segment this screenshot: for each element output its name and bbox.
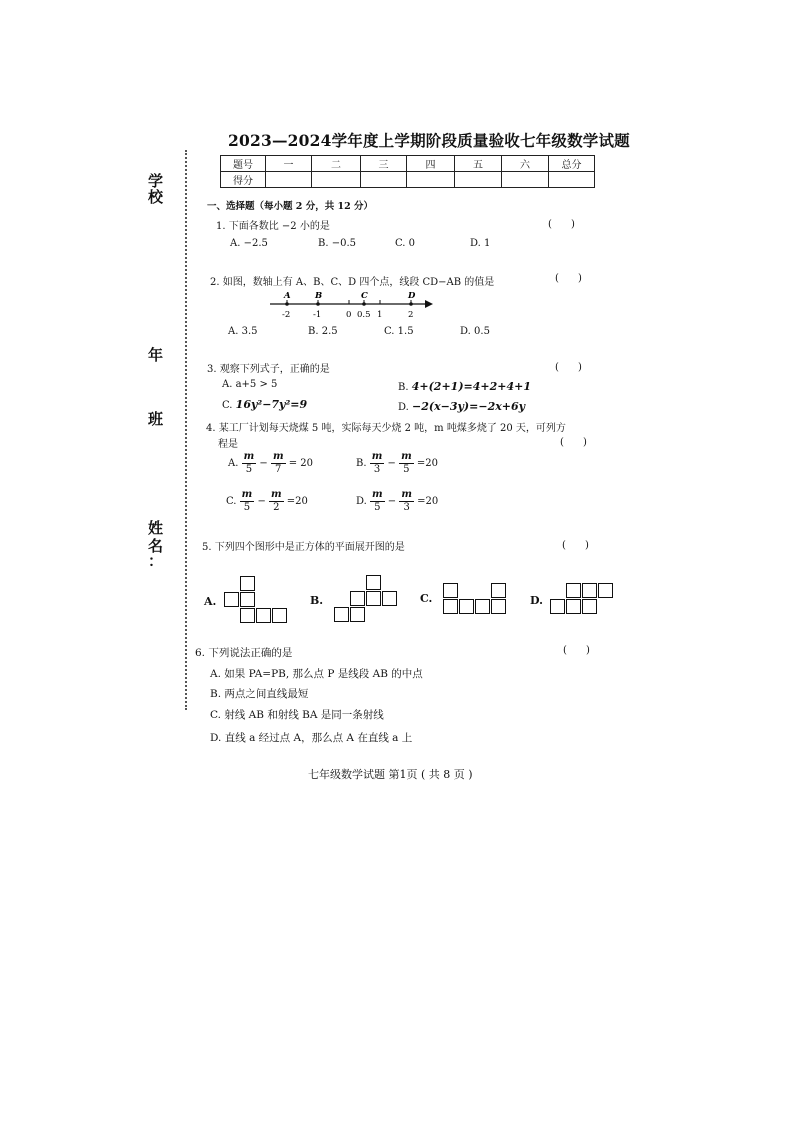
question-number: 4. [206,423,216,434]
option-c: C. 0 [395,238,416,249]
score-cell[interactable] [407,172,455,188]
option-a: A. [204,595,217,608]
option-d: D. $\frac{m}{5}$ − $\frac{m}{3}$ =20 [356,489,439,513]
point-label-a: A [284,291,291,301]
number-line-figure [265,287,435,321]
option-c: C. $\frac{m}{5}$ − $\frac{m}{2}$ =20 [226,489,308,513]
tick-label: 1 [377,310,383,320]
point-label-d: D [408,291,416,301]
option-b: B. [310,594,324,607]
score-header: 题号 [221,156,266,172]
question-6 [195,645,292,660]
point-b-dot [316,302,320,306]
score-header: 一 [266,156,312,172]
question-2 [210,273,494,288]
tick-label: 2 [408,310,414,320]
option-a: A. $\frac{m}{5}$ − $\frac{m}{7}$ = 20 [228,451,314,475]
option-b: B. 4+(2+1)=4+2+4+1 [398,380,532,393]
page-footer: 七年级数学试题 第1页 ( 共 8 页 ) [308,768,473,781]
score-cell[interactable] [312,172,361,188]
side-label-ming: 名 [148,537,164,555]
side-label-xiao: 校 [148,188,164,206]
question-number: 3. [207,364,217,375]
tick-label: 0 [346,310,352,320]
tick-label: -1 [313,310,322,320]
question-3 [207,360,330,375]
score-table-score-row [221,172,595,188]
option-a: A. a+5 > 5 [222,379,278,390]
question-text: 下面各数比 −2 小的是 [228,221,330,232]
option-a: A. −2.5 [230,238,268,249]
question-text: 某工厂计划每天烧煤 5 吨，实际每天少烧 2 吨，m 吨煤多烧了 20 天，可列方 [218,423,566,434]
point-label-b: B [315,291,323,301]
option-b: B. $\frac{m}{3}$ − $\frac{m}{5}$ =20 [356,451,438,475]
option-d: D. 0.5 [460,326,490,337]
page-title: 2023—2024学年度上学期阶段质量验收七年级数学试题 [228,131,630,150]
option-a: A. 如果 PA=PB, 那么点 P 是线段 AB 的中点 [210,668,423,680]
question-text: 下列说法正确的是 [208,647,293,659]
option-c: C. [420,592,433,605]
score-header: 三 [361,156,407,172]
option-c: C. 1.5 [384,326,414,337]
answer-paren[interactable]: ( ) [560,437,587,448]
side-label-ban: 班 [148,410,164,428]
score-header: 二 [312,156,361,172]
question-number: 1. [216,221,226,232]
point-d-dot [409,302,413,306]
score-table-header-row [221,156,595,172]
point-label-c: C [361,291,368,301]
answer-paren[interactable]: ( ) [562,540,589,551]
question-text: 观察下列式子，正确的是 [219,364,330,375]
tick-label: 0.5 [357,310,371,320]
score-cell[interactable] [502,172,549,188]
option-a: A. 3.5 [228,326,258,337]
option-d: D. 直线 a 经过点 A，那么点 A 在直线 a 上 [210,732,413,744]
question-number: 5. [202,542,212,553]
score-header: 四 [407,156,455,172]
question-5 [202,538,405,553]
score-row-label: 得分 [221,172,266,188]
score-header: 总分 [549,156,595,172]
tick-label: -2 [282,310,291,320]
section-heading: 一、选择题（每小题 2 分，共 12 分） [207,201,374,212]
answer-paren[interactable]: ( ) [548,219,575,230]
answer-paren[interactable]: ( ) [555,362,582,373]
option-d: D. −2(x−3y)=−2x+6y [398,400,526,413]
option-b: B. 2.5 [308,326,338,337]
point-c-dot [362,302,366,306]
question-number: 2. [210,277,220,288]
binding-dotted-line [185,150,187,710]
side-label-colon: ： [148,552,164,570]
answer-paren[interactable]: ( ) [555,273,582,284]
side-label-xue: 学 [148,172,164,190]
question-text: 下列四个图形中是正方体的平面展开图的是 [214,542,405,553]
question-number: 6. [195,647,206,659]
side-label-xing: 姓 [148,519,164,537]
answer-paren[interactable]: ( ) [563,645,590,656]
point-a-dot [285,302,289,306]
option-d: D. [530,594,543,607]
question-text: 如图，数轴上有 A、B、C、D 四个点，线段 CD−AB 的值是 [222,277,495,288]
score-cell[interactable] [549,172,595,188]
option-b: B. −0.5 [318,238,357,249]
score-header: 五 [455,156,502,172]
score-table [220,155,595,188]
score-cell[interactable] [455,172,502,188]
number-line-arrow [425,300,433,308]
side-label-nian: 年 [148,346,164,364]
question-1 [216,217,330,232]
score-cell[interactable] [266,172,312,188]
score-header: 六 [502,156,549,172]
question-4 [206,419,566,434]
question-4-continued: 程是 [218,439,238,450]
score-cell[interactable] [361,172,407,188]
option-c: C. 16y²−7y²=9 [222,398,308,411]
option-b: B. 两点之间直线最短 [210,688,309,700]
option-c: C. 射线 AB 和射线 BA 是同一条射线 [210,709,384,721]
option-d: D. 1 [470,238,491,249]
